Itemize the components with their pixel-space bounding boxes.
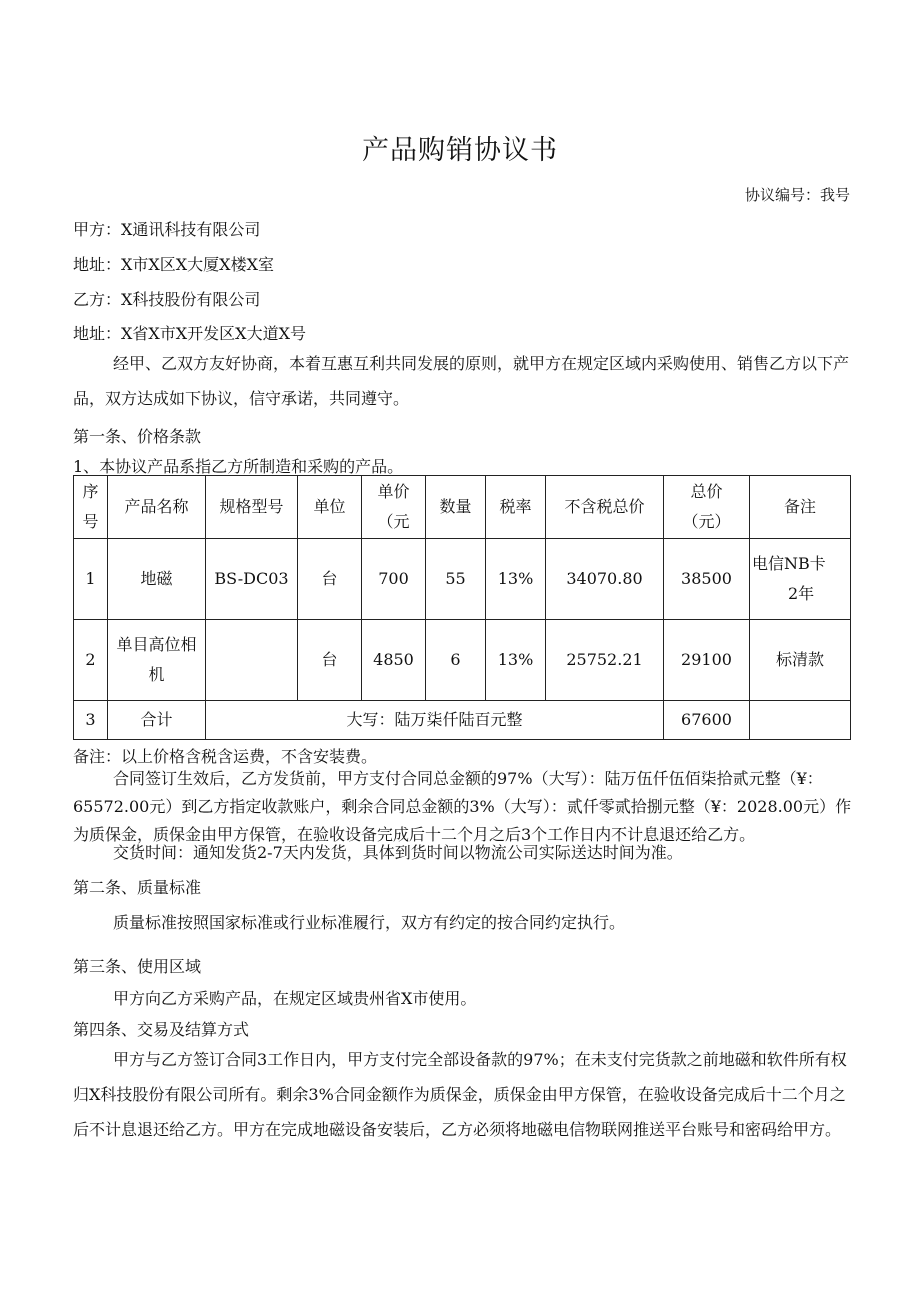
header-no: 序 号	[74, 476, 108, 539]
article3-body: 甲方向乙方采购产品，在规定区域贵州省X市使用。	[113, 989, 477, 1008]
article1-heading: 第一条、价格条款	[73, 427, 202, 446]
party-a: 甲方：X通讯科技有限公司	[73, 220, 261, 239]
cell-unit: 台	[298, 539, 362, 620]
cell-spec	[206, 620, 298, 701]
contract-number: 协议编号：我号	[744, 186, 850, 204]
cell-name: 单目高位相 机	[108, 620, 206, 701]
header-pretax: 不含税总价	[546, 476, 664, 539]
price-table	[73, 475, 851, 740]
cell-tax: 13%	[486, 620, 546, 701]
party-b-address: 地址：X省X市X开发区X大道X号	[73, 324, 306, 343]
cell-name: 合计	[108, 701, 206, 740]
cell-remark: 标清款	[750, 620, 851, 701]
cell-remark	[750, 701, 851, 740]
cell-total: 38500	[664, 539, 750, 620]
cell-pretax: 34070.80	[546, 539, 664, 620]
article4-heading: 第四条、交易及结算方式	[73, 1020, 250, 1039]
cell-tax: 13%	[486, 539, 546, 620]
cell-amount-in-words: 大写：陆万柒仟陆百元整	[206, 701, 664, 740]
article3-heading: 第三条、使用区域	[73, 957, 202, 976]
price-remark: 备注：以上价格含税含运费，不含安装费。	[73, 747, 378, 766]
payment-paragraph: 合同签订生效后，乙方发货前，甲方支付合同总金额的97%（大写）：陆万伍仟伍佰柒拾贰元整（¥：65572.00元）到乙方指定收款账户，剩余合同总金额的3%（大写）：贰仟零贰拾捌元整（¥：2028.00元）作为质保金，质保金由甲方保管，在验收设备完成后十二个月之后3个工作日内不计息退还给乙方。	[73, 769, 852, 844]
article2-heading: 第二条、质量标准	[73, 878, 202, 897]
cell-qty: 55	[426, 539, 486, 620]
cell-price: 700	[362, 539, 426, 620]
cell-total: 67600	[664, 701, 750, 740]
cell-qty: 6	[426, 620, 486, 701]
header-name: 产品名称	[108, 476, 206, 539]
header-unit: 单位	[298, 476, 362, 539]
table-total-row	[74, 701, 851, 740]
cell-no: 1	[74, 539, 108, 620]
table-header-row	[74, 476, 851, 539]
cell-spec: BS-DC03	[206, 539, 298, 620]
cell-name: 地磁	[108, 539, 206, 620]
table-row	[74, 539, 851, 620]
cell-unit: 台	[298, 620, 362, 701]
article4-body: 甲方与乙方签订合同3工作日内，甲方支付完全部设备款的97%；在未支付完货款之前地磁和软件所有权归X科技股份有限公司所有。剩余3%合同金额作为质保金，质保金由甲方保管，在验收设备完成后十二个月之后不计息退还给乙方。甲方在完成地磁设备安装后，乙方必须将地磁电信物联网推送平台账号和密码给甲方。	[73, 1050, 847, 1139]
intro-paragraph: 经甲、乙双方友好协商，本着互惠互利共同发展的原则，就甲方在规定区域内采购使用、销售乙方以下产品，双方达成如下协议，信守承诺，共同遵守。	[73, 354, 850, 408]
header-total: 总价 （元）	[664, 476, 750, 539]
cell-pretax: 25752.21	[546, 620, 664, 701]
header-remark: 备注	[750, 476, 851, 539]
header-spec: 规格型号	[206, 476, 298, 539]
delivery-paragraph: 交货时间：通知发货2-7天内发货，具体到货时间以物流公司实际送达时间为准。	[113, 843, 683, 862]
header-tax: 税率	[486, 476, 546, 539]
article2-body: 质量标准按照国家标准或行业标准履行，双方有约定的按合同约定执行。	[113, 913, 626, 932]
cell-remark: 电信NB卡 2年	[750, 539, 851, 620]
party-b: 乙方：X科技股份有限公司	[73, 290, 261, 309]
cell-no: 3	[74, 701, 108, 740]
cell-total: 29100	[664, 620, 750, 701]
header-price: 单价 （元	[362, 476, 426, 539]
header-qty: 数量	[426, 476, 486, 539]
party-a-address: 地址：X市X区X大厦X楼X室	[73, 255, 274, 274]
cell-no: 2	[74, 620, 108, 701]
document-title: 产品购销协议书	[362, 135, 558, 166]
table-row	[74, 620, 851, 701]
cell-price: 4850	[362, 620, 426, 701]
article1-item1: 1、本协议产品系指乙方所制造和采购的产品。	[73, 457, 404, 476]
